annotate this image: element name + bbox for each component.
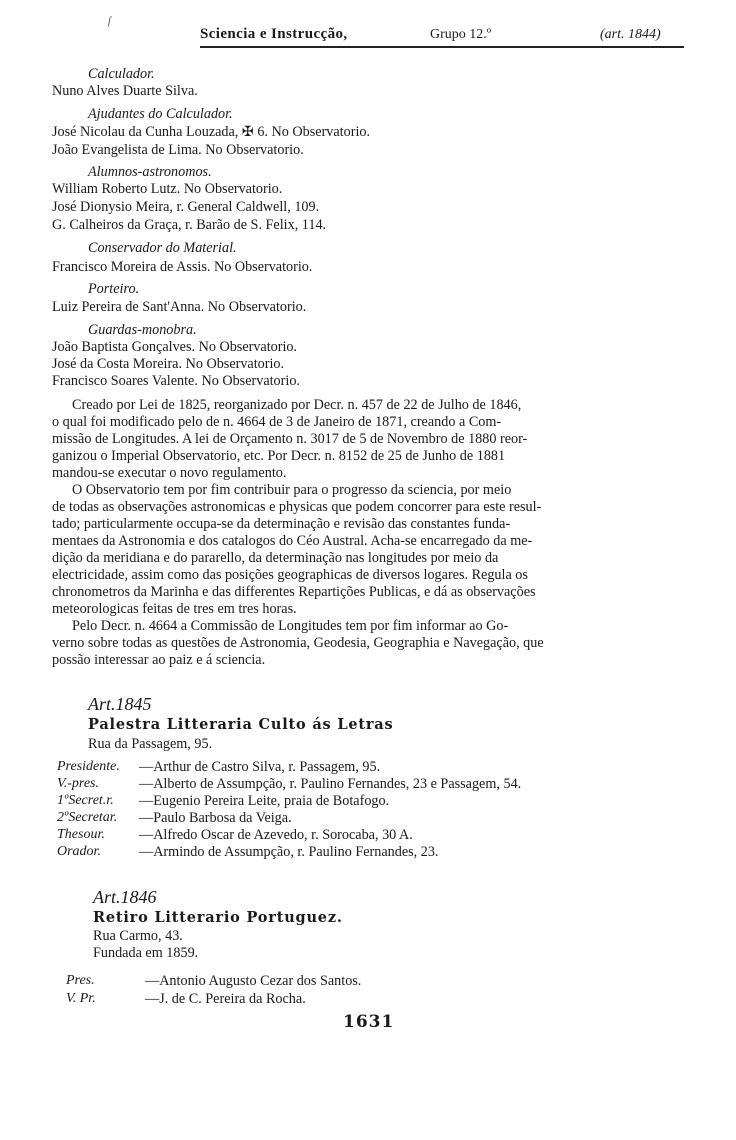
officer-value: —J. de C. Pereira da Rocha. bbox=[145, 991, 306, 1007]
paragraph-line: dição da meridiana e do pararello, da determinação nas longitudes por meio da bbox=[52, 550, 499, 566]
page-number: 1631 bbox=[343, 1012, 395, 1032]
role-conservador: Conservador do Material. bbox=[88, 240, 237, 256]
role-alumnos: Alumnos-astronomos. bbox=[88, 164, 212, 180]
institution-address-1845: Rua da Passagem, 95. bbox=[88, 736, 213, 752]
institution-name-1845: Palestra Litteraria Culto ás Letras bbox=[88, 716, 394, 733]
paragraph-line: mandou-se executar o novo regulamento. bbox=[52, 465, 287, 481]
officer-value: —Alberto de Assumpção, r. Paulino Fernandes, 23 e Passagem, 54. bbox=[139, 776, 522, 792]
header-rule bbox=[200, 46, 684, 48]
officer-value: —Alfredo Oscar de Azevedo, r. Sorocaba, 30 A. bbox=[139, 827, 413, 843]
staff-line: Luiz Pereira de Sant'Anna. No Observatorio. bbox=[52, 299, 307, 315]
officer-role: Orador. bbox=[57, 844, 101, 859]
role-calculador: Calculador. bbox=[88, 66, 155, 82]
officer-value: —Eugenio Pereira Leite, praia de Botafogo. bbox=[139, 793, 390, 809]
staff-line: Francisco Soares Valente. No Observatorio. bbox=[52, 373, 300, 389]
role-porteiro: Porteiro. bbox=[88, 281, 140, 297]
officer-role: V. Pr. bbox=[66, 991, 96, 1006]
paragraph-line: electricidade, assim como das posições geographicas de diversos logares. Regula os bbox=[52, 567, 528, 583]
officer-role: V.-pres. bbox=[57, 776, 99, 791]
article-heading-1845: Art.1845 bbox=[88, 694, 152, 714]
paragraph-line: chronometros da Marinha e das differentes Repartições Publicas, e dá as observações bbox=[52, 584, 536, 600]
paragraph-line: O Observatorio tem por fim contribuir para o progresso da sciencia, por meio bbox=[72, 482, 512, 498]
corner-mark: ſ bbox=[108, 16, 111, 27]
paragraph-line: de todas as observações astronomicas e physicas que podem concorrer para este resul- bbox=[52, 499, 542, 515]
staff-line: William Roberto Lutz. No Observatorio. bbox=[52, 181, 283, 197]
officer-value: —Antonio Augusto Cezar dos Santos. bbox=[145, 973, 362, 989]
article-heading-1846: Art.1846 bbox=[93, 887, 157, 907]
staff-line: José Dionysio Meira, r. General Caldwell, 109. bbox=[52, 199, 320, 215]
staff-line: Nuno Alves Duarte Silva. bbox=[52, 83, 198, 99]
institution-founded-1846: Fundada em 1859. bbox=[93, 945, 199, 961]
paragraph-line: possão interessar ao paiz e á sciencia. bbox=[52, 652, 266, 668]
paragraph-line: mentaes da Astronomia e dos catalogos do Céo Austral. Acha-se encarregado da me- bbox=[52, 533, 533, 549]
header-group: Grupo 12.º bbox=[430, 27, 492, 42]
officer-value: —Paulo Barbosa da Veiga. bbox=[139, 810, 292, 826]
paragraph-line: tado; particularmente occupa-se da determinação e revisão das constantes funda- bbox=[52, 516, 511, 532]
officer-role: Pres. bbox=[66, 973, 95, 988]
paragraph-line: missão de Longitudes. A lei de Orçamento n. 3017 de 5 de Novembro de 1880 reor- bbox=[52, 431, 528, 447]
staff-line: João Evangelista de Lima. No Observatorio. bbox=[52, 142, 304, 158]
role-ajudantes: Ajudantes do Calculador. bbox=[88, 106, 233, 122]
staff-line: João Baptista Gonçalves. No Observatorio. bbox=[52, 339, 298, 355]
officer-value: —Armindo de Assumpção, r. Paulino Fernandes, 23. bbox=[139, 844, 439, 860]
role-guardas: Guardas-monobra. bbox=[88, 322, 197, 338]
officer-role: Presidente. bbox=[57, 759, 120, 774]
paragraph-line: o qual foi modificado pelo de n. 4664 de 3 de Janeiro de 1871, creando a Com- bbox=[52, 414, 502, 430]
running-header bbox=[0, 16, 736, 46]
staff-line: Francisco Moreira de Assis. No Observatorio. bbox=[52, 259, 313, 275]
institution-address-1846: Rua Carmo, 43. bbox=[93, 928, 183, 944]
paragraph-line: Creado por Lei de 1825, reorganizado por Decr. n. 457 de 22 de Julho de 1846, bbox=[72, 397, 522, 413]
staff-line: José da Costa Moreira. No Observatorio. bbox=[52, 356, 285, 372]
header-title: Sciencia e Instrucção, bbox=[200, 26, 348, 42]
staff-line: G. Calheiros da Graça, r. Barão de S. Felix, 114. bbox=[52, 217, 327, 233]
paragraph-line: ganizou o Imperial Observatorio, etc. Por Decr. n. 8152 de 25 de Junho de 1881 bbox=[52, 448, 506, 464]
institution-name-1846: Retiro Litterario Portuguez. bbox=[93, 909, 343, 926]
officer-value: —Arthur de Castro Silva, r. Passagem, 95. bbox=[139, 759, 381, 775]
officer-role: Thesour. bbox=[57, 827, 105, 842]
paragraph-line: verno sobre todas as questões de Astronomia, Geodesia, Geographia e Navegação, que bbox=[52, 635, 544, 651]
paragraph-line: meteorologicas feitas de tres em tres horas. bbox=[52, 601, 297, 617]
paragraph-line: Pelo Decr. n. 4664 a Commissão de Longitudes tem por fim informar ao Go- bbox=[72, 618, 509, 634]
header-article-ref: (art. 1844) bbox=[600, 27, 661, 42]
staff-line: José Nicolau da Cunha Louzada, ✠ 6. No Observatorio. bbox=[52, 124, 371, 140]
officer-role: 2ºSecretar. bbox=[57, 810, 118, 825]
officer-role: 1ºSecret.r. bbox=[57, 793, 114, 808]
